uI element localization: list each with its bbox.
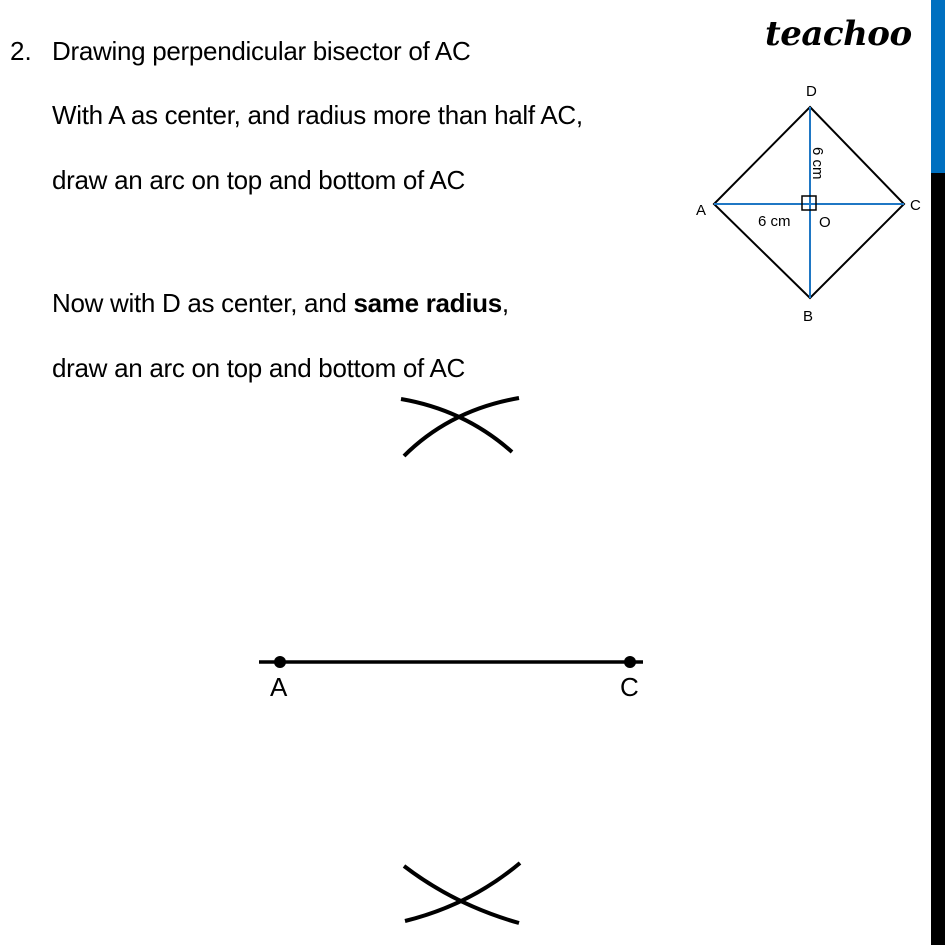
construction-label-a: A (270, 672, 288, 702)
label-horizontal-length: 6 cm (758, 213, 791, 230)
label-d: D (806, 83, 817, 100)
arc-from-c-top (404, 398, 519, 456)
point-c (624, 656, 636, 668)
label-c: C (910, 197, 921, 214)
point-a (274, 656, 286, 668)
label-a: A (696, 202, 707, 219)
construction-label-c: C (620, 672, 639, 702)
segment-ac (259, 656, 643, 668)
label-vertical-length: 6 cm (809, 147, 826, 180)
label-b: B (803, 308, 814, 325)
step-number: 2. (10, 36, 32, 66)
line3-bold: same radius (353, 288, 502, 318)
step-title: Drawing perpendicular bisector of AC (52, 36, 471, 66)
line3-suffix: , (501, 288, 509, 318)
teachoo-logo: teachoo (765, 14, 912, 54)
line3-prefix: Now with D as center, and (52, 288, 354, 318)
instruction-line-4: draw an arc on top and bottom of AC (52, 353, 465, 383)
instruction-line-1: With A as center, and radius more than half AC, (52, 100, 583, 130)
arc-from-c-bottom (405, 863, 520, 921)
label-o: O (819, 214, 831, 231)
top-arcs (401, 398, 519, 456)
instruction-line-2: draw an arc on top and bottom of AC (52, 165, 465, 195)
bottom-arcs (404, 863, 520, 923)
